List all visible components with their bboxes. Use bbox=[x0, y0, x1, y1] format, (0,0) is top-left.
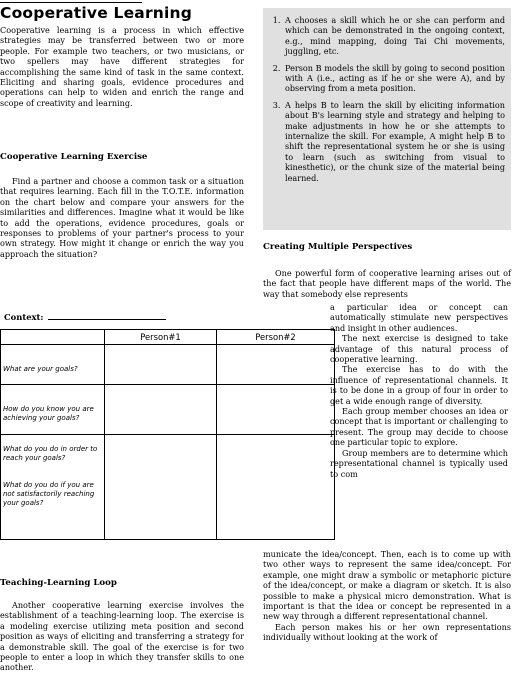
multiple-paragraph-2: The next exercise is designed to take advantage of this natural process of cooperative learning. bbox=[330, 333, 508, 365]
response-question: What do you do if you are not satisfactorily reaching your goals? bbox=[3, 481, 95, 507]
person1-operations-cell bbox=[105, 435, 217, 540]
person2-goals-cell bbox=[217, 345, 335, 385]
multiple-paragraph-1-cont: a particular idea or concept can automatically stimulate new perspectives and insight in other audiences. bbox=[330, 302, 508, 333]
person2-header: Person#2 bbox=[217, 330, 335, 345]
context-label: Context: bbox=[4, 312, 44, 322]
person2-evidence-cell bbox=[217, 385, 335, 435]
multiple-paragraph-1: One powerful form of cooperative learning arises out of the fact that people have different maps of the world. The way that somebody else represents bbox=[263, 268, 511, 299]
goals-question: What are your goals? bbox=[1, 345, 105, 385]
steps-list bbox=[263, 15, 511, 189]
step-item: 1. A chooses a skill which he or she can perform and which can be demonstrated in the ongoing context, e.g., mind mapping, doing Tai Chi movements, juggling, etc. bbox=[283, 15, 505, 57]
exercise-paragraph: Find a partner and choose a common task or a situation that requires learning. Each fill in the T.O.T.E. information on the chart below and compare your answers for the similarities and differences. Imagine what it would be like to add the operations, evidence procedures, goals or responses to problems of your partner's process to your own strategy. How might it change or enrich the way you approach the situation? bbox=[0, 176, 244, 259]
operations-question: What do you do in order to reach your goals? bbox=[3, 445, 98, 462]
person2-operations-cell bbox=[217, 435, 335, 540]
tote-row bbox=[1, 345, 335, 385]
person1-header: Person#1 bbox=[105, 330, 217, 345]
page-title: Cooperative Learning bbox=[0, 4, 193, 22]
tote-row bbox=[1, 385, 335, 435]
multiple-paragraph-5b: municate the idea/concept. Then, each is to come up with two other ways to represent the same idea/concept. For example, one might draw a symbolic or metaphoric picture of the idea/concept, or make a diagram or sketch. It is also possible to make a physical micro demonstration. What is important is that the idea or concept be represented in a new way through a different representational channel. bbox=[263, 549, 511, 622]
multiple-paragraph-4: Each group member chooses an idea or concept that is important or challenging to present. The group may decide to choose one particular topic to explore. bbox=[330, 406, 508, 448]
steps-box bbox=[263, 8, 511, 230]
tote-chart bbox=[0, 329, 335, 540]
person1-goals-cell bbox=[105, 345, 217, 385]
multiple-paragraph-6: Each person makes his or her own representations individually without looking at the work of bbox=[263, 621, 511, 643]
context-blank-line bbox=[48, 319, 166, 320]
multiple-wrapped-column bbox=[330, 302, 508, 479]
loop-paragraph: Another cooperative learning exercise involves the establishment of a teaching-learning loop. The exercise is a modeling exercise utilizing meta position and second position as ways of eliciting and transferring a strategy for a demonstrable skill. The goal of the exercise is for two people to enter a loop in which they transfer skills to one another. bbox=[0, 600, 244, 673]
exercise-heading: Cooperative Learning Exercise bbox=[0, 152, 148, 162]
intro-paragraph: Cooperative learning is a process in which effective strategies may be transferred between two or more people. For example two teachers, or two musicians, or two spellers may have different strategies for accomplishing the same kind of task in the same context. Eliciting and sharing goals, evidence procedures and operations can help to widen and enrich the range and scope of creativity and learning. bbox=[0, 25, 244, 108]
multiple-paragraph-5a: Group members are to determine which representational channel is typically used to com bbox=[330, 447, 508, 479]
tote-corner-cell bbox=[1, 330, 105, 345]
context-field bbox=[4, 312, 166, 322]
loop-heading: Teaching-Learning Loop bbox=[0, 578, 117, 588]
tote-header-row bbox=[1, 330, 335, 345]
tote-row bbox=[1, 435, 335, 540]
person1-evidence-cell bbox=[105, 385, 217, 435]
evidence-question: How do you know you are achieving your goals? bbox=[1, 385, 105, 435]
step-item: 2. Person B models the skill by going to second position with A (i.e., acting as if he or she were A), and by observing from a meta position. bbox=[283, 63, 505, 94]
multiple-heading: Creating Multiple Perspectives bbox=[263, 242, 413, 252]
step-item: 3. A helps B to learn the skill by eliciting information about B's learning style and strategy and helping to make adjustments in how he or she attempts to internalize the skill. For example, A might help B to shift the representational system he or she is using to learn (such as switching from visual to kinesthetic), or the chunk size of the material being learned. bbox=[283, 100, 505, 183]
multiple-paragraph-3: The exercise has to do with the influence of representational channels. It is to be done in a group of four in order to get a wide enough range of diversity. bbox=[330, 364, 508, 406]
title-rule bbox=[0, 2, 142, 3]
multiple-bottom-block bbox=[263, 549, 511, 643]
operations-question-cell bbox=[1, 435, 105, 540]
